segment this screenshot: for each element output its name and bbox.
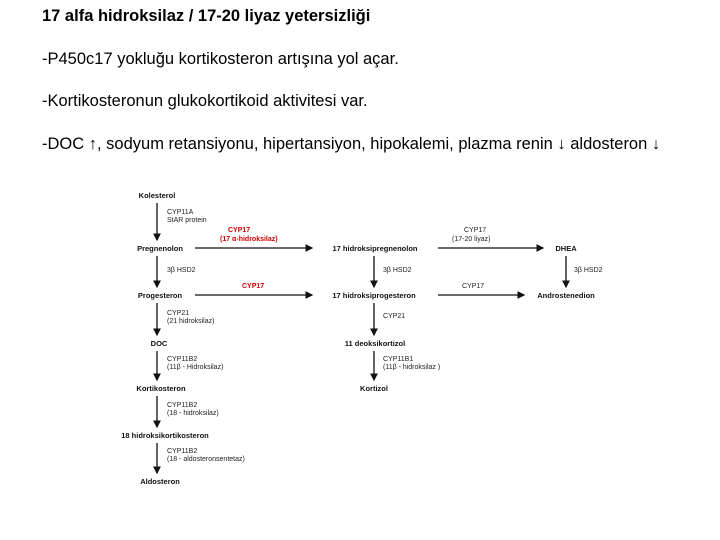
node-11-deoksikortizol: 11 deoksikortizol bbox=[344, 339, 406, 348]
node-aldosteron: Aldosteron bbox=[140, 477, 180, 486]
enzyme-cyp11a: CYP11A bbox=[167, 209, 194, 216]
enzyme-cyp11b2-c-sub: (18 - aldosteronsentetaz) bbox=[167, 456, 245, 463]
node-kortikosteron: Kortikosteron bbox=[136, 384, 186, 393]
enzyme-star: StAR protein bbox=[167, 217, 207, 224]
node-progesteron: Progesteron bbox=[137, 291, 183, 300]
node-18-hidroksikortikosteron: 18 hidroksikortikosteron bbox=[121, 431, 209, 440]
bullet-line-1: -P450c17 yokluğu kortikosteron artışına yol açar. bbox=[42, 50, 399, 68]
enzyme-cyp11b1: CYP11B1 bbox=[383, 356, 414, 363]
enzyme-cyp17-liyaz: CYP17 bbox=[464, 227, 487, 234]
node-dhea: DHEA bbox=[555, 244, 577, 253]
enzyme-cyp11b1-sub: (11β - hidroksilaz ) bbox=[383, 364, 441, 371]
bullet-line-3: -DOC ↑, sodyum retansiyonu, hipertansiyon, hipokalemi, plazma renin ↓ aldosteron ↓ bbox=[42, 135, 661, 153]
node-doc: DOC bbox=[150, 339, 168, 348]
enzyme-cyp17-liyaz-sub: (17-20 liyaz) bbox=[452, 236, 491, 243]
enzyme-hsd-left: 3β HSD2 bbox=[167, 267, 196, 274]
enzyme-cyp11b2-b-sub: (18 - hidroksilaz) bbox=[167, 410, 219, 417]
enzyme-cyp11b2-a-sub: (11β - Hidroksilaz) bbox=[167, 364, 224, 371]
enzyme-cyp17-red-1: CYP17 bbox=[228, 227, 251, 234]
enzyme-cyp21-left: CYP21 bbox=[167, 310, 190, 317]
node-17-hidroksiprogesteron: 17 hidroksiprogesteron bbox=[332, 291, 416, 300]
enzyme-hsd-mid: 3β HSD2 bbox=[383, 267, 412, 274]
node-kortizol: Kortizol bbox=[360, 384, 388, 393]
enzyme-cyp21-left-sub: (21 hidroksilaz) bbox=[167, 318, 215, 325]
enzyme-cyp11b2-b: CYP11B2 bbox=[167, 402, 198, 409]
node-androstenedion: Androstenedion bbox=[537, 291, 595, 300]
node-kolesterol: Kolesterol bbox=[138, 191, 176, 200]
enzyme-cyp21-mid: CYP21 bbox=[383, 313, 406, 320]
enzyme-cyp17-black-2: CYP17 bbox=[462, 283, 485, 290]
node-17-hidroksipregnenolon: 17 hidroksipregnenolon bbox=[332, 244, 418, 253]
node-pregnenolon: Pregnenolon bbox=[137, 244, 183, 253]
enzyme-cyp17-red-1-sub: (17 α-hidroksilaz) bbox=[220, 236, 278, 243]
page-title: 17 alfa hidroksilaz / 17-20 liyaz yetersizliği bbox=[42, 7, 371, 25]
enzyme-cyp17-red-2: CYP17 bbox=[242, 283, 265, 290]
enzyme-cyp11b2-a: CYP11B2 bbox=[167, 356, 198, 363]
bullet-line-2: -Kortikosteronun glukokortikoid aktivitesi var. bbox=[42, 92, 368, 110]
enzyme-hsd-right: 3β HSD2 bbox=[574, 267, 603, 274]
enzyme-cyp11b2-c: CYP11B2 bbox=[167, 448, 198, 455]
